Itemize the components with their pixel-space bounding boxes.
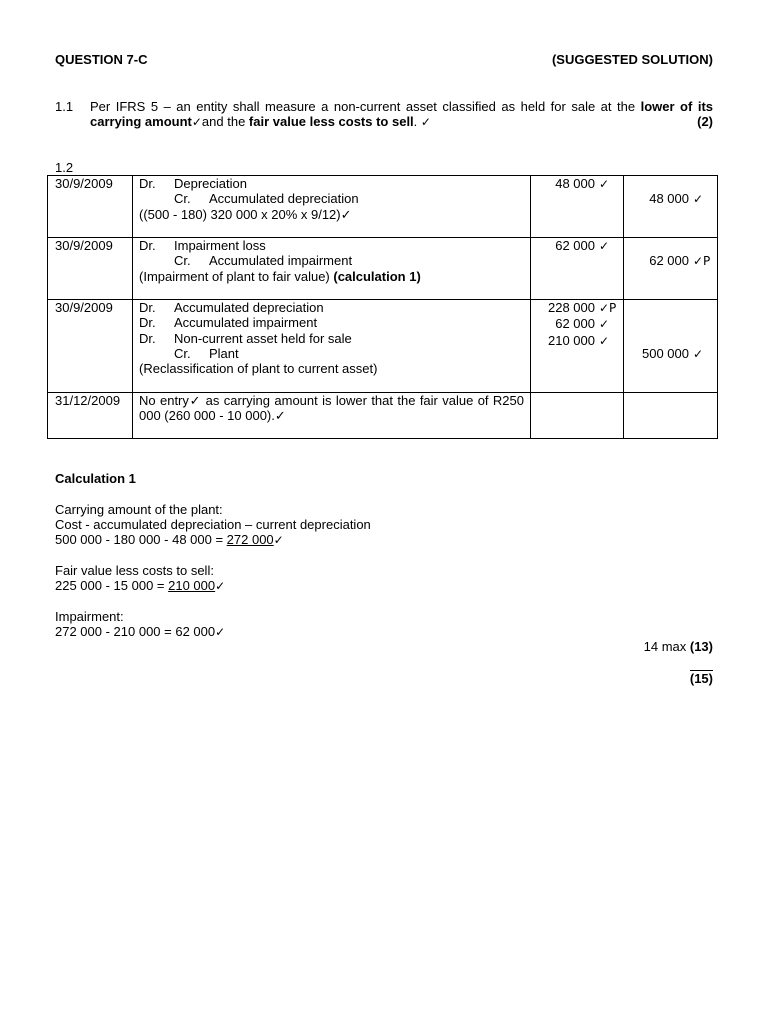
- credit-column: [624, 300, 718, 393]
- debit-amount: 228 000: [548, 300, 595, 315]
- carrying-amount-formula: Cost - accumulated depreciation – current depreciation: [55, 517, 371, 532]
- account-name: Depreciation: [174, 176, 247, 191]
- credit-column: [624, 238, 718, 300]
- narration-text: (Impairment of plant to fair value): [139, 268, 334, 284]
- calculation-reference: (calculation 1): [333, 268, 421, 284]
- check-mark-icon: ✓: [215, 579, 226, 593]
- max-marks-text: 14 max: [643, 639, 690, 654]
- mark-allocation: (2): [697, 114, 713, 129]
- debit-amount: 62 000: [555, 316, 595, 332]
- journal-entry: [48, 176, 718, 238]
- debit-prefix: Dr.: [139, 315, 156, 331]
- calc-expression: 272 000 - 210 000 = 62 000: [55, 624, 216, 639]
- impairment-label: Impairment:: [55, 609, 124, 624]
- credit-prefix: Cr.: [174, 191, 191, 207]
- debit-column: [531, 300, 624, 393]
- entry-date: 30/9/2009: [48, 300, 133, 393]
- check-mark-icon: ✓: [599, 239, 610, 253]
- check-mark-icon: ✓: [599, 317, 610, 332]
- check-mark-icon: ✓: [693, 346, 704, 361]
- credit-amount: 500 000: [642, 345, 689, 361]
- check-mark-icon: ✓: [191, 115, 202, 129]
- carrying-amount-calc: [55, 532, 715, 548]
- credit-prefix: Cr.: [174, 345, 191, 361]
- credit-column: [624, 176, 718, 238]
- total-marks-value: (15): [689, 671, 713, 686]
- calc-expression: 500 000 - 180 000 - 48 000 =: [55, 532, 227, 547]
- account-name: Accumulated impairment: [174, 315, 318, 331]
- debit-prefix: Dr.: [139, 238, 156, 253]
- check-mark-icon: ✓P: [693, 254, 711, 269]
- answer-text: Per IFRS 5 – an entity shall measure a non-current asset classified as held for sale at the: [90, 99, 641, 114]
- debit-prefix: Dr.: [139, 300, 156, 315]
- journal-entry: [48, 238, 718, 300]
- carrying-amount-label: Carrying amount of the plant:: [55, 502, 223, 517]
- section-number-1-2: 1.2: [55, 160, 74, 175]
- account-name: Accumulated impairment: [209, 253, 353, 269]
- journal-table: [47, 175, 718, 439]
- journal-entry: [48, 300, 718, 393]
- credit-amount: 62 000: [649, 253, 689, 269]
- entry-description: [133, 238, 531, 300]
- debit-column: [531, 393, 624, 439]
- entry-description: [133, 300, 531, 393]
- check-mark-icon: ✓P: [599, 301, 617, 315]
- entry-date: 30/9/2009: [48, 176, 133, 238]
- check-mark-icon: ✓: [599, 333, 610, 348]
- debit-amount: 210 000: [548, 332, 595, 348]
- narration: ((500 - 180) 320 000 x 20% x 9/12)✓: [139, 206, 352, 222]
- narration: [139, 269, 524, 284]
- debit-prefix: Dr.: [139, 330, 156, 346]
- debit-column: [531, 176, 624, 238]
- entry-date: 31/12/2009: [48, 393, 133, 439]
- entry-description: [133, 176, 531, 238]
- fair-value-calc: [55, 578, 715, 594]
- account-name: Plant: [209, 345, 239, 361]
- calc-expression: 225 000 - 15 000 =: [55, 578, 169, 593]
- check-mark-icon: ✓: [215, 625, 226, 639]
- answer-text: .: [413, 114, 418, 129]
- answer-text: and the: [201, 114, 249, 129]
- check-mark-icon: ✓: [420, 115, 431, 129]
- credit-column: [624, 393, 718, 439]
- section-number-1-1: 1.1: [55, 99, 74, 114]
- calc-result: 272 000: [226, 532, 274, 547]
- journal-entry: [48, 393, 718, 439]
- max-marks: [644, 639, 713, 654]
- credit-prefix: Cr.: [174, 253, 191, 269]
- credit-amount: 48 000: [649, 191, 689, 207]
- account-name: Impairment loss: [174, 238, 266, 253]
- entry-date: 30/9/2009: [48, 238, 133, 300]
- narration: (Reclassification of plant to current asset): [139, 361, 378, 377]
- check-mark-icon: ✓: [693, 192, 704, 207]
- answer-emphasis: lower of its carrying amount: [90, 99, 713, 129]
- debit-amount: 62 000: [555, 238, 595, 253]
- calculation-title: Calculation 1: [55, 471, 136, 486]
- check-mark-icon: ✓: [599, 177, 610, 191]
- answer-1-1: [90, 99, 713, 130]
- debit-column: [531, 238, 624, 300]
- max-marks-value: (13): [689, 639, 713, 654]
- entry-description: [133, 393, 531, 439]
- question-title: QUESTION 7-C: [55, 52, 148, 67]
- account-name: Accumulated depreciation: [174, 300, 324, 315]
- fair-value-label: Fair value less costs to sell:: [55, 563, 214, 578]
- total-marks: [690, 670, 713, 686]
- impairment-calc: [55, 624, 715, 640]
- calc-result: 210 000: [168, 578, 216, 593]
- solution-label: (SUGGESTED SOLUTION): [551, 52, 713, 67]
- account-name: Non-current asset held for sale: [174, 330, 352, 346]
- answer-emphasis: fair value less costs to sell: [248, 114, 414, 129]
- debit-amount: 48 000: [555, 176, 595, 191]
- debit-prefix: Dr.: [139, 176, 156, 191]
- account-name: Accumulated depreciation: [209, 191, 359, 207]
- page-header: [55, 52, 713, 67]
- check-mark-icon: ✓: [273, 533, 284, 547]
- no-entry-note: No entry✓ as carrying amount is lower that the fair value of R250 000 (260 000 - 10 000).✓: [139, 393, 524, 424]
